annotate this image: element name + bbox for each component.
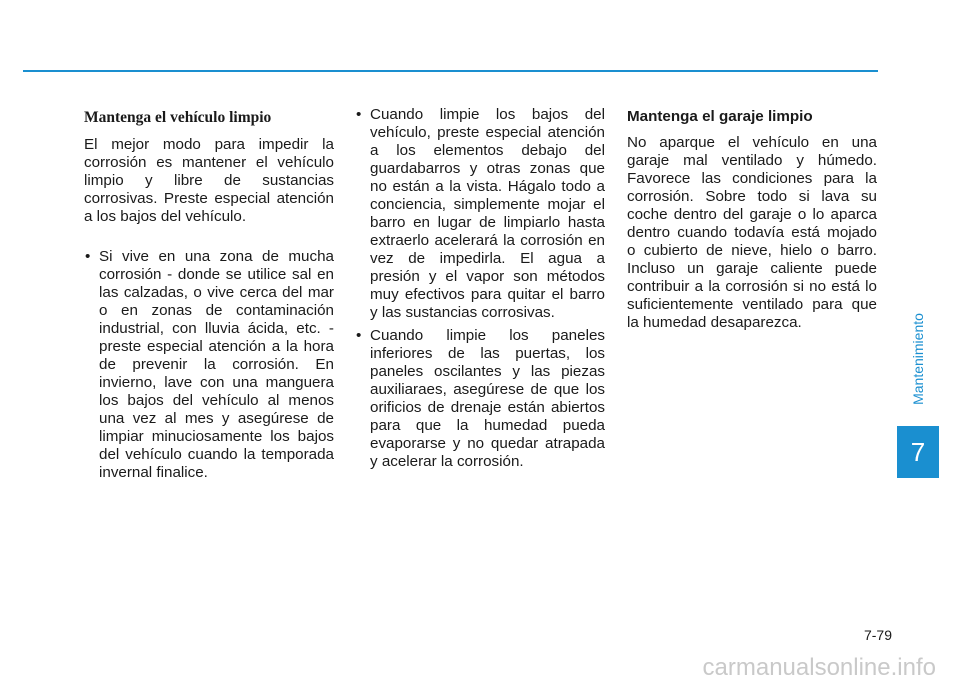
list-item — [355, 106, 605, 322]
side-section-label: Mantenimiento — [910, 313, 927, 405]
list-item — [355, 327, 605, 471]
bullet-list-1 — [84, 248, 334, 482]
section-heading-garage: Mantenga el garaje limpio — [627, 108, 813, 125]
list-item-text: Cuando limpie los bajos del vehículo, preste especial atención a los elementos debajo del guardabarros y otras zonas que no están a la vista. Hágalo todo a conciencia, simplemente mojar el barro en lugar de limpiarlo hasta extraerlo acelerará la corrosión en vez de impedirla. El agua a presión y el vapor son métodos muy efectivos para quitar el barro y las sustancias corrosivas. — [370, 106, 605, 321]
intro-paragraph: El mejor modo para impedir la corrosión es mantener el vehículo limpio y libre de sustancias corrosivas. Preste especial atención a los bajos del vehículo. — [84, 136, 334, 225]
list-item-text: Cuando limpie los paneles inferiores de las puertas, los paneles oscilantes y las piezas auxiliaraes, asegúrese de que los orificios de drenaje están abiertos para que la humedad pueda evaporarse y no quedar atrapada y acelerar la corrosión. — [370, 327, 605, 470]
header-rule — [23, 70, 878, 72]
bullet-icon: • — [85, 248, 91, 265]
bullet-list-2 — [355, 106, 605, 471]
garage-paragraph: No aparque el vehículo en una garaje mal ventilado y húmedo. Favorece las condiciones para la corrosión. Sobre todo si lava su coche dentro del garaje o lo aparca dentro cuando todavía está mojado o cubierto de nieve, hielo o barro. Incluso un garaje caliente puede contribuir a la corrosión si no está lo suficientemente ventilado para que la humedad desaparezca. — [627, 134, 877, 331]
column-2 — [355, 106, 605, 476]
chapter-number-badge: 7 — [897, 426, 939, 478]
list-item-text: Si vive en una zona de mucha corrosión - donde se utilice sal en las calzadas, o vive cerca del mar o en zonas de contaminación industrial, con lluvia ácida, etc. - preste especial atención a la hora de prevenir la corrosión. En invierno, lave con una manguera los bajos del vehículo al menos una vez al mes y asegúrese de limpiar minuciosamente los bajos del vehículo cuando la temporada invernal finalice. — [99, 248, 334, 481]
bullet-icon: • — [356, 327, 362, 344]
bullet-icon: • — [356, 106, 362, 123]
side-section-tab — [897, 299, 939, 419]
list-item — [84, 248, 334, 482]
page-number: 7-79 — [863, 627, 892, 643]
section-heading-vehicle: Mantenga el vehículo limpio — [84, 109, 272, 126]
column-3 — [627, 108, 877, 332]
column-1 — [84, 108, 334, 487]
watermark-text: carmanualsonline.info — [702, 654, 936, 681]
